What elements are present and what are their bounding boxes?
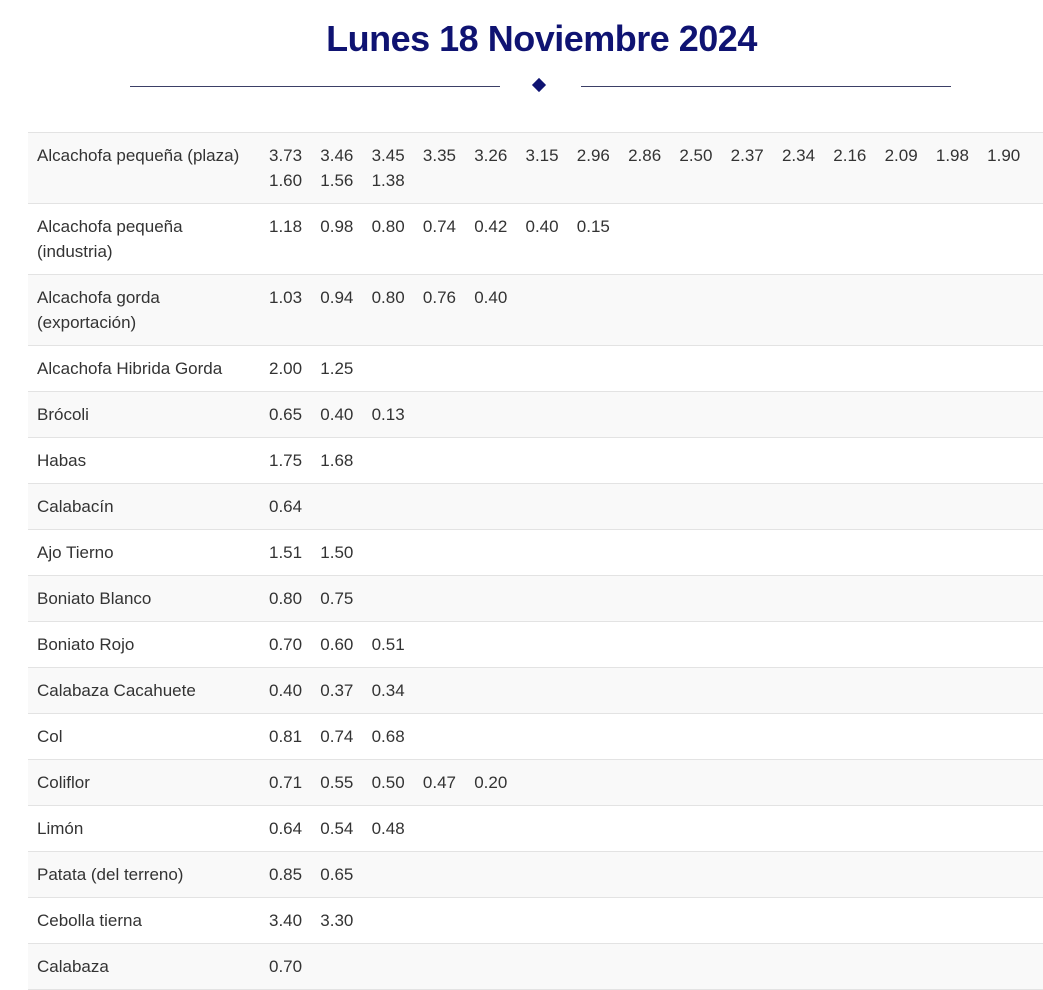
price-value: 1.68 [320, 451, 354, 470]
product-name: Brócoli [37, 405, 89, 424]
price-value: 0.80 [269, 589, 303, 608]
price-list-inner [269, 285, 1039, 310]
price-list-inner [269, 540, 1039, 565]
price-list-inner [269, 770, 1039, 795]
product-name: Alcachofa Hibrida Gorda [37, 359, 223, 378]
price-value: 1.25 [320, 359, 354, 378]
product-name: Col [37, 727, 63, 746]
price-list-inner [269, 724, 1039, 749]
price-value: 1.98 [935, 146, 969, 165]
price-value: 0.20 [474, 773, 508, 792]
product-name: Alcachofa pequeña (industria) [37, 217, 183, 261]
price-list-inner [269, 862, 1039, 887]
product-name: Coliflor [37, 773, 90, 792]
price-value: 1.90 [987, 146, 1021, 165]
price-value: 1.03 [269, 288, 303, 307]
price-value: 0.80 [371, 217, 405, 236]
price-value: 0.15 [576, 217, 610, 236]
price-value: 2.37 [730, 146, 764, 165]
price-list [269, 714, 1043, 760]
price-value: 0.64 [269, 497, 303, 516]
table-row [28, 346, 1043, 392]
page-title: Lunes 18 Noviembre 2024 [326, 18, 757, 59]
price-list [269, 204, 1043, 275]
price-value: 1.51 [269, 543, 303, 562]
product-name: Ajo Tierno [37, 543, 114, 562]
price-value: 0.70 [269, 957, 303, 976]
price-value: 2.16 [833, 146, 867, 165]
table-row [28, 944, 1043, 990]
price-list-inner [269, 214, 1039, 239]
price-list [269, 484, 1043, 530]
product-name: Cebolla tierna [37, 911, 142, 930]
price-list-inner [269, 908, 1039, 933]
price-value: 3.73 [269, 146, 303, 165]
price-value: 0.34 [371, 681, 405, 700]
price-value: 0.80 [371, 288, 405, 307]
price-list-inner [269, 448, 1039, 473]
price-list [269, 530, 1043, 576]
table-row [28, 275, 1043, 346]
price-list-inner [269, 402, 1039, 427]
price-value: 0.37 [320, 681, 354, 700]
price-value: 2.09 [884, 146, 918, 165]
price-value: 2.34 [781, 146, 816, 165]
price-list-inner [269, 632, 1039, 657]
product-name: Calabaza [37, 957, 109, 976]
price-list [269, 944, 1043, 990]
table-row [28, 852, 1043, 898]
diamond-icon [532, 78, 546, 92]
product-name: Alcachofa gorda (exportación) [37, 288, 160, 332]
table-row [28, 133, 1043, 204]
table-row [28, 898, 1043, 944]
price-value: 0.64 [269, 819, 303, 838]
table-row [28, 622, 1043, 668]
price-value: 1.56 [320, 171, 354, 190]
price-value: 0.85 [269, 865, 303, 884]
price-value: 0.76 [422, 288, 456, 307]
price-value: 3.45 [371, 146, 405, 165]
table-row [28, 530, 1043, 576]
product-name: Calabaza Cacahuete [37, 681, 196, 700]
price-value: 0.94 [320, 288, 354, 307]
price-value: 0.65 [320, 865, 354, 884]
price-value: 1.50 [320, 543, 354, 562]
price-value: 0.40 [320, 405, 354, 424]
price-value: 0.74 [422, 217, 456, 236]
divider-left [130, 86, 500, 87]
product-name: Habas [37, 451, 87, 470]
table-row [28, 392, 1043, 438]
price-list-inner [269, 678, 1039, 703]
price-list [269, 275, 1043, 346]
price-value: 1.18 [269, 217, 303, 236]
price-list [269, 438, 1043, 484]
product-name: Boniato Rojo [37, 635, 135, 654]
product-name: Calabacín [37, 497, 114, 516]
price-table [28, 132, 1043, 990]
price-value: 0.70 [269, 635, 303, 654]
price-value: 0.40 [525, 217, 559, 236]
price-value: 0.13 [371, 405, 405, 424]
table-row [28, 714, 1043, 760]
price-value: 0.55 [320, 773, 354, 792]
price-value: 0.65 [269, 405, 303, 424]
table-row [28, 484, 1043, 530]
price-value: 2.00 [269, 359, 303, 378]
price-list [269, 392, 1043, 438]
price-value: 3.26 [474, 146, 508, 165]
price-list [269, 576, 1043, 622]
table-row [28, 806, 1043, 852]
price-value: 0.98 [320, 217, 354, 236]
price-value: 0.48 [371, 819, 405, 838]
price-value: 2.96 [576, 146, 610, 165]
price-value: 0.54 [320, 819, 354, 838]
price-table-body [28, 133, 1043, 990]
price-list-inner [269, 143, 1039, 193]
price-value: 0.47 [422, 773, 456, 792]
price-list-inner [269, 954, 1039, 979]
product-name: Patata (del terreno) [37, 865, 184, 884]
price-value: 0.40 [269, 681, 303, 700]
price-list-inner [269, 494, 1039, 519]
price-value: 3.46 [320, 146, 354, 165]
price-value: 0.40 [474, 288, 508, 307]
price-value: 0.42 [474, 217, 508, 236]
price-list [269, 760, 1043, 806]
price-list [269, 898, 1043, 944]
price-value: 0.81 [269, 727, 303, 746]
price-value: 1.38 [371, 171, 405, 190]
product-name: Boniato Blanco [37, 589, 152, 608]
product-name: Limón [37, 819, 84, 838]
price-value: 3.30 [320, 911, 354, 930]
price-value: 1.75 [269, 451, 303, 470]
price-list [269, 806, 1043, 852]
price-value: 0.71 [269, 773, 303, 792]
price-list [269, 668, 1043, 714]
table-row [28, 760, 1043, 806]
price-value: 3.15 [525, 146, 559, 165]
price-value: 0.75 [320, 589, 354, 608]
price-value: 2.86 [628, 146, 662, 165]
price-list [269, 622, 1043, 668]
price-list-inner [269, 356, 1039, 381]
table-row [28, 668, 1043, 714]
price-value: 3.40 [269, 911, 303, 930]
price-value: 3.35 [422, 146, 456, 165]
divider-right [581, 86, 951, 87]
price-value: 1.60 [269, 171, 303, 190]
price-value: 0.51 [371, 635, 405, 654]
price-list-inner [269, 586, 1039, 611]
price-list [269, 346, 1043, 392]
table-row [28, 576, 1043, 622]
price-list [269, 852, 1043, 898]
price-value: 2.50 [679, 146, 713, 165]
price-list-inner [269, 816, 1039, 841]
price-value: 0.68 [371, 727, 405, 746]
product-name: Alcachofa pequeña (plaza) [37, 146, 240, 165]
table-row [28, 438, 1043, 484]
price-value: 0.50 [371, 773, 405, 792]
price-list [269, 133, 1043, 204]
table-row [28, 204, 1043, 275]
price-value: 0.74 [320, 727, 354, 746]
price-value: 0.60 [320, 635, 354, 654]
